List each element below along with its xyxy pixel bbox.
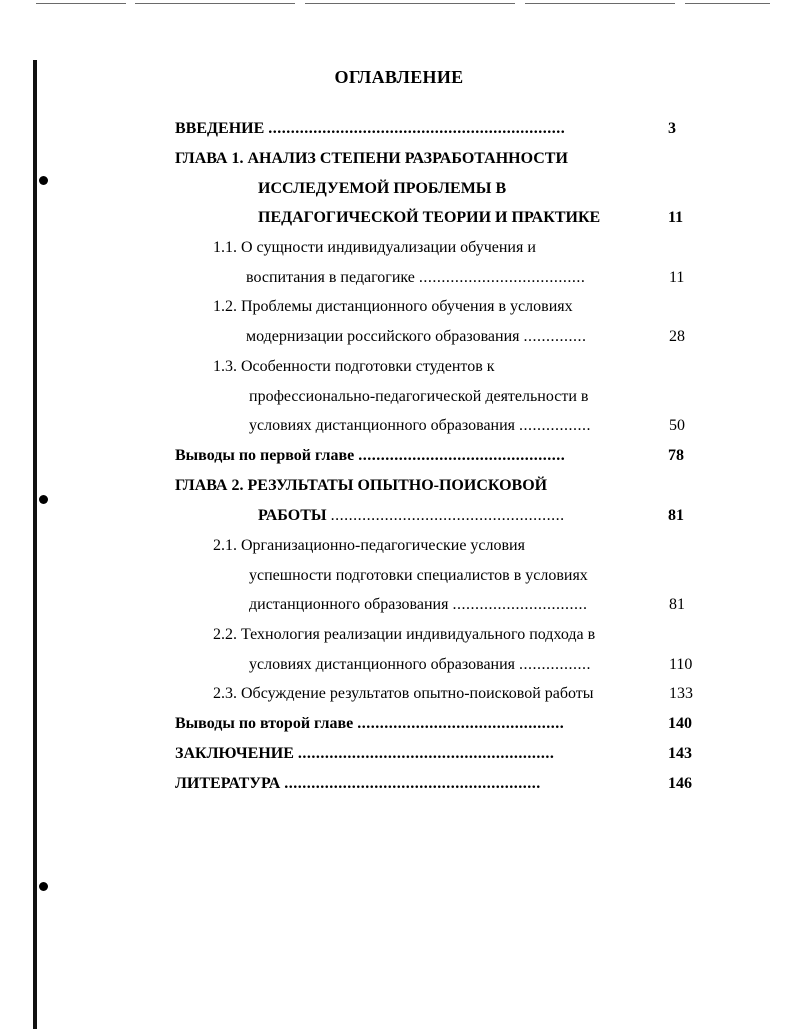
toc-page: 133 xyxy=(669,685,693,702)
toc-entry-1-2: 1.2. Проблемы дистанционного обучения в условиях xyxy=(213,298,573,315)
toc-entry-1-1-cont: воспитания в педагогике ..................................... xyxy=(246,269,586,286)
toc-entry-intro: ВВЕДЕНИЕ .................................................................. xyxy=(175,120,566,137)
toc-page: 28 xyxy=(669,328,685,345)
toc-entry-2-1: 2.1. Организационно-педагогические условия xyxy=(213,537,525,554)
toc-entry-2-1-cont: успешности подготовки специалистов в условиях xyxy=(249,567,588,584)
toc-page: 110 xyxy=(669,656,693,673)
page-title: ОГЛАВЛЕНИЕ xyxy=(334,67,464,87)
toc-entry-2-3: 2.3. Обсуждение результатов опытно-поисковой работы xyxy=(213,685,594,702)
toc-entry-2-2-cont: условиях дистанционного образования ................ xyxy=(249,656,592,673)
toc-page: 143 xyxy=(668,745,692,762)
toc-entry-1-3-cont: профессионально-педагогической деятельности в xyxy=(249,388,589,405)
punch-hole xyxy=(39,882,48,891)
toc-entry-conclusion-ch2: Выводы по второй главе .............................................. xyxy=(175,715,565,732)
punch-hole xyxy=(39,495,48,504)
toc-entry-conclusion-ch1: Выводы по первой главе .............................................. xyxy=(175,447,566,464)
binding-line xyxy=(33,60,37,1029)
toc-page: 146 xyxy=(668,775,692,792)
toc-page: 50 xyxy=(669,417,685,434)
toc-entry-1-3-cont: условиях дистанционного образования ................ xyxy=(249,417,592,434)
toc-entry-chapter1: ГЛАВА 1. АНАЛИЗ СТЕПЕНИ РАЗРАБОТАННОСТИ xyxy=(175,150,568,167)
toc-entry-conclusion: ЗАКЛЮЧЕНИЕ ......................................................... xyxy=(175,745,555,762)
toc-entry-chapter2-cont: РАБОТЫ .................................................... xyxy=(258,507,565,524)
scan-edge xyxy=(0,0,798,10)
toc-page: 78 xyxy=(668,447,684,464)
toc-entry-chapter2: ГЛАВА 2. РЕЗУЛЬТАТЫ ОПЫТНО-ПОИСКОВОЙ xyxy=(175,477,548,494)
toc-entry-1-3: 1.3. Особенности подготовки студентов к xyxy=(213,358,495,375)
toc-entry-literature: ЛИТЕРАТУРА ......................................................... xyxy=(175,775,541,792)
toc-page: 3 xyxy=(668,120,676,137)
toc-page: 81 xyxy=(669,596,685,613)
punch-hole xyxy=(39,176,48,185)
toc-page: 81 xyxy=(668,507,684,524)
toc-entry-chapter1-cont: ПЕДАГОГИЧЕСКОЙ ТЕОРИИ И ПРАКТИКЕ xyxy=(258,209,601,226)
toc-entry-2-2: 2.2. Технология реализации индивидуального подхода в xyxy=(213,626,596,643)
toc-page: 140 xyxy=(668,715,692,732)
toc-page: 11 xyxy=(668,209,684,226)
toc-entry-2-1-cont: дистанционного образования .............................. xyxy=(249,596,588,613)
toc-entry-1-2-cont: модернизации российского образования .............. xyxy=(246,328,587,345)
toc-page: 11 xyxy=(669,269,685,286)
toc-entry-chapter1-cont: ИССЛЕДУЕМОЙ ПРОБЛЕМЫ В xyxy=(258,180,507,197)
toc-entry-1-1: 1.1. О сущности индивидуализации обучения и xyxy=(213,239,536,256)
